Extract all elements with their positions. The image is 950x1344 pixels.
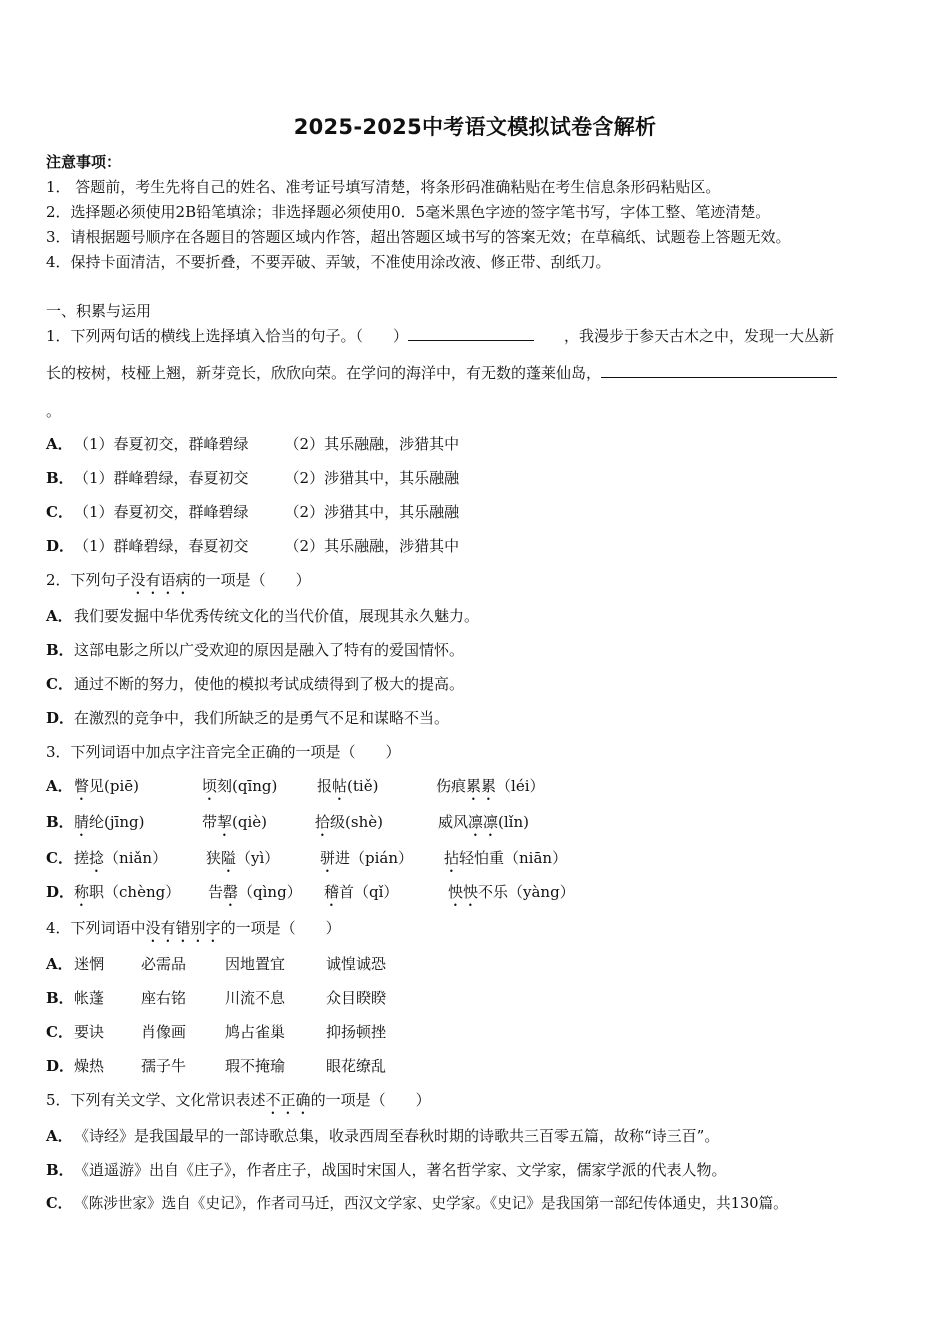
- q1-stem-line2: [46, 362, 837, 384]
- q4-emphasis: 没有错别字: [145, 919, 221, 937]
- q1-stem-end: 。: [46, 402, 62, 420]
- notice-heading: 注意事项：: [46, 153, 122, 171]
- notice-item-2: 2．选择题必须使用2B铅笔填涂；非选择题必须使用0．5毫米黑色字迹的签字笔书写，字体工整、笔迹清楚。: [46, 203, 771, 221]
- q2-stem: 2．下列句子没有语病的一项是（ ）: [46, 571, 311, 589]
- q2-emphasis: 没有语病: [130, 571, 191, 589]
- notice-item-1: 1． 答题前，考生先将自己的姓名、准考证号填写清楚，将条形码准确粘贴在考生信息条形码粘贴区。: [46, 178, 721, 196]
- q5-emphasis: 不正确: [265, 1091, 311, 1109]
- q1-option-b: B．（1）群峰碧绿，春夏初交 （2）涉猎其中，其乐融融: [46, 469, 460, 487]
- q1-blank-1: [408, 326, 534, 341]
- q1-stem-b: ，我漫步于参天古木之中，发现一大丛新: [564, 327, 835, 345]
- q4-option-a: A． 迷惘 必需品 因地置宜 诚惶诚恐: [46, 955, 387, 973]
- q1-option-d: D．（1）群峰碧绿，春夏初交 （2）其乐融融，涉猎其中: [46, 537, 460, 555]
- q4-option-d: D． 燥热 孺子牛 瑕不掩瑜 眼花缭乱: [46, 1057, 387, 1075]
- q1-blank-2: [601, 363, 837, 378]
- q4-stem: 4．下列词语中没有错别字的一项是（ ）: [46, 919, 341, 937]
- q3-option-b: B． 腈纶(jīng) 带挈(qiè) 拾级(shè) 威风凛凛(lǐn): [46, 813, 529, 831]
- q5-option-c: C． 《陈涉世家》选自《史记》，作者司马迁，西汉文学家、史学家。《史记》是我国第一部纪传体通史，共130篇。: [46, 1195, 788, 1212]
- q4-option-b: B． 帐蓬 座右铭 川流不息 众目睽睽: [46, 989, 387, 1007]
- q5-option-a: A．《诗经》是我国最早的一部诗歌总集，收录西周至春秋时期的诗歌共三百零五篇，故称“诗三百”。: [46, 1127, 720, 1145]
- q1-stem-a: 1．下列两句话的横线上选择填入恰当的句子。（ ）: [46, 327, 409, 345]
- q2-option-b: B．这部电影之所以广受欢迎的原因是融入了特有的爱国情怀。: [46, 641, 465, 659]
- notice-item-3: 3．请根据题号顺序在各题目的答题区域内作答，超出答题区域书写的答案无效；在草稿纸、试题卷上答题无效。: [46, 228, 791, 246]
- q2-option-c: C．通过不断的努力，使他的模拟考试成绩得到了极大的提高。: [46, 675, 465, 693]
- q1-stem-c: 长的桉树，枝桠上翘，新芽竞长，欣欣向荣。在学问的海洋中，有无数的蓬莱仙岛，: [46, 364, 602, 382]
- document-title: 2025-2025中考语文模拟试卷含解析: [293, 115, 657, 139]
- q1-option-a: A．（1）春夏初交，群峰碧绿 （2）其乐融融，涉猎其中: [46, 435, 460, 453]
- q5-option-b: B．《逍遥游》出自《庄子》，作者庄子，战国时宋国人，著名哲学家、文学家，儒家学派的代表人物。: [46, 1161, 727, 1179]
- q5-stem: 5．下列有关文学、文化常识表述不正确的一项是（ ）: [46, 1091, 431, 1109]
- notice-item-4: 4．保持卡面清洁，不要折叠，不要弄破、弄皱，不准使用涂改液、修正带、刮纸刀。: [46, 253, 611, 271]
- q2-option-a: A．我们要发掘中华优秀传统文化的当代价值，展现其永久魅力。: [46, 607, 480, 625]
- q3-option-d: D． 称职（chèng） 告罄（qìng） 稽首（qǐ） 怏怏不乐（yàng）: [46, 883, 575, 901]
- q3-option-c: C． 搓捻（niǎn） 狭隘（yì） 骈进（pián） 拈轻怕重（niān）: [46, 849, 568, 867]
- q2-option-d: D．在激烈的竞争中，我们所缺乏的是勇气不足和谋略不当。: [46, 709, 450, 727]
- q1-option-c: C．（1）春夏初交，群峰碧绿 （2）涉猎其中，其乐融融: [46, 503, 460, 521]
- section-heading: 一、积累与运用: [46, 302, 152, 320]
- q3-option-a: A． 瞥见(piē) 顷刻(qīng) 报帖(tiě) 伤痕累累（léi）: [46, 777, 545, 795]
- q4-option-c: C． 要诀 肖像画 鸠占雀巢 抑扬顿挫: [46, 1023, 387, 1041]
- q3-stem: 3．下列词语中加点字注音完全正确的一项是（ ）: [46, 743, 401, 761]
- q1-stem-line1: [46, 325, 834, 347]
